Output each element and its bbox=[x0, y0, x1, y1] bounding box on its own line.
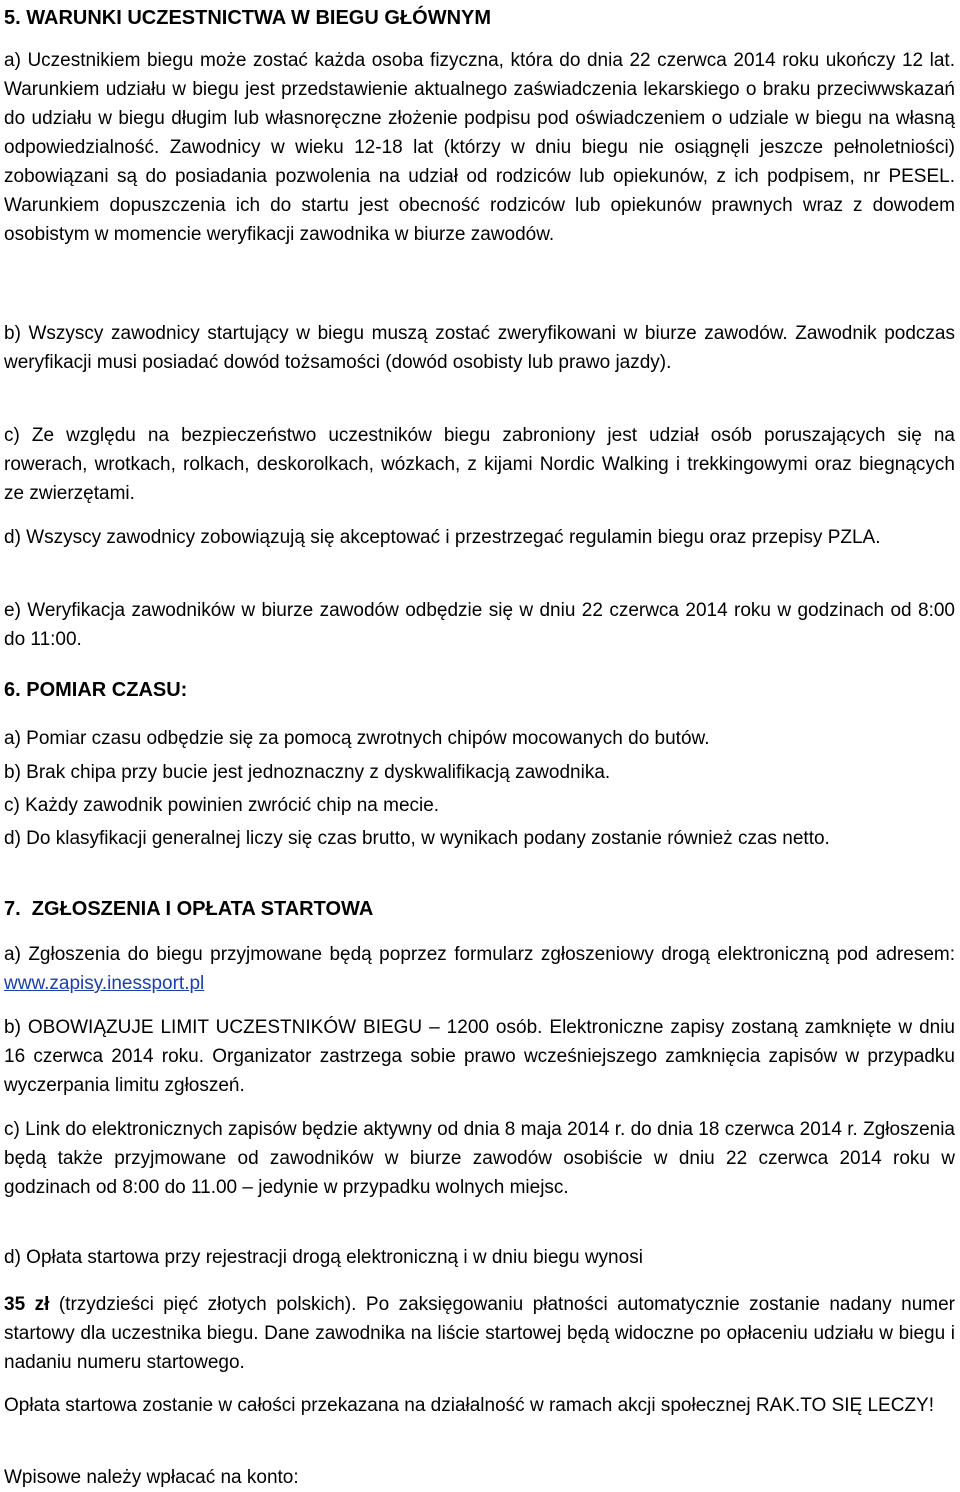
section-6-para-b: b) Brak chipa przy bucie jest jednoznaczny z dyskwalifikacją zawodnika. bbox=[4, 762, 611, 783]
section-6-para-a: a) Pomiar czasu odbędzie się za pomocą zwrotnych chipów mocowanych do butów. bbox=[4, 728, 710, 749]
section-7-para-d: d) Opłata startowa przy rejestracji drogą elektroniczną i w dniu biegu wynosi bbox=[4, 1247, 643, 1268]
charity-paragraph: Opłata startowa zostanie w całości przekazana na działalność w ramach akcji społecznej RAK.TO SIĘ LECZY! bbox=[4, 1395, 935, 1416]
section-6-heading: 6. POMIAR CZASU: bbox=[4, 679, 188, 701]
start-fee-text: (trzydzieści pięć złotych polskich). Po zaksięgowaniu płatności automatycznie zostanie nadany numer startowy dla uczestnika biegu. Dane zawodnika na liście startowej będą widoczne po opłaceniu udziału w biegu i nadaniu numeru startowego. bbox=[4, 1294, 955, 1373]
start-fee-amount: 35 zł bbox=[4, 1294, 50, 1315]
section-7-para-a bbox=[4, 940, 955, 998]
start-fee-paragraph bbox=[4, 1290, 955, 1377]
section-5-para-c: c) Ze względu na bezpieczeństwo uczestników biegu zabroniony jest udział osób poruszających się na rowerach, wrotkach, rolkach, deskorolkach, wózkach, z kijami Nordic Walking i trekkingowymi oraz biegnących ze zwierzętami. bbox=[4, 425, 955, 504]
section-7-para-b: b) OBOWIĄZUJE LIMIT UCZESTNIKÓW BIEGU – 1200 osób. Elektroniczne zapisy zostaną zamknięte w dniu 16 czerwca 2014 roku. Organizator zastrzega sobie prawo wcześniejszego zamknięcia zapisów w przypadku wyczerpania limitu zgłoszeń. bbox=[4, 1017, 955, 1096]
section-5-para-b: b) Wszyscy zawodnicy startujący w biegu muszą zostać zweryfikowani w biurze zawodów. Zawodnik podczas weryfikacji musi posiadać dowód tożsamości (dowód osobisty lub prawo jazdy). bbox=[4, 323, 955, 373]
section-7-para-a-text: a) Zgłoszenia do biegu przyjmowane będą poprzez formularz zgłoszeniowy drogą elektroniczną pod adresem: bbox=[4, 944, 955, 965]
account-paragraph: Wpisowe należy wpłacać na konto: bbox=[4, 1467, 299, 1488]
section-6-para-c: c) Każdy zawodnik powinien zwrócić chip na mecie. bbox=[4, 795, 440, 816]
section-5-para-d: d) Wszyscy zawodnicy zobowiązują się akceptować i przestrzegać regulamin biegu oraz przepisy PZLA. bbox=[4, 527, 881, 548]
registration-link[interactable]: www.zapisy.inessport.pl bbox=[4, 973, 205, 994]
section-6-para-d: d) Do klasyfikacji generalnej liczy się czas brutto, w wynikach podany zostanie również czas netto. bbox=[4, 828, 830, 849]
section-7-para-c: c) Link do elektronicznych zapisów będzie aktywny od dnia 8 maja 2014 r. do dnia 18 czerwca 2014 r. Zgłoszenia będą także przyjmowane od zawodników w biurze zawodów osobiście w dniu 22 czerwca 2014 roku w godzinach od 8:00 do 11.00 – jedynie w przypadku wolnych miejsc. bbox=[4, 1119, 955, 1198]
section-7-heading: 7. ZGŁOSZENIA I OPŁATA STARTOWA bbox=[4, 898, 374, 920]
section-5-para-a: a) Uczestnikiem biegu może zostać każda osoba fizyczna, która do dnia 22 czerwca 2014 roku ukończy 12 lat. Warunkiem udziału w biegu jest przedstawienie aktualnego zaświadczenia lekarskiego o braku przeciwwskazań do udziału w biegu długim lub własnoręczne złożenie podpisu pod oświadczeniem o udziale w biegu na własną odpowiedzialność. Zawodnicy w wieku 12-18 lat (którzy w dniu biegu nie osiągnęli jeszcze pełnoletniości) zobowiązani są do posiadania pozwolenia na udział od rodziców lub opiekunów, z ich podpisem, nr PESEL. Warunkiem dopuszczenia ich do startu jest obecność rodziców lub opiekunów prawnych wraz z dowodem osobistym w momencie weryfikacji zawodnika w biurze zawodów. bbox=[4, 50, 955, 245]
section-5-para-e: e) Weryfikacja zawodników w biurze zawodów odbędzie się w dniu 22 czerwca 2014 roku w godzinach od 8:00 do 11:00. bbox=[4, 600, 955, 650]
section-5-heading: 5. WARUNKI UCZESTNICTWA W BIEGU GŁÓWNYM bbox=[4, 7, 492, 29]
